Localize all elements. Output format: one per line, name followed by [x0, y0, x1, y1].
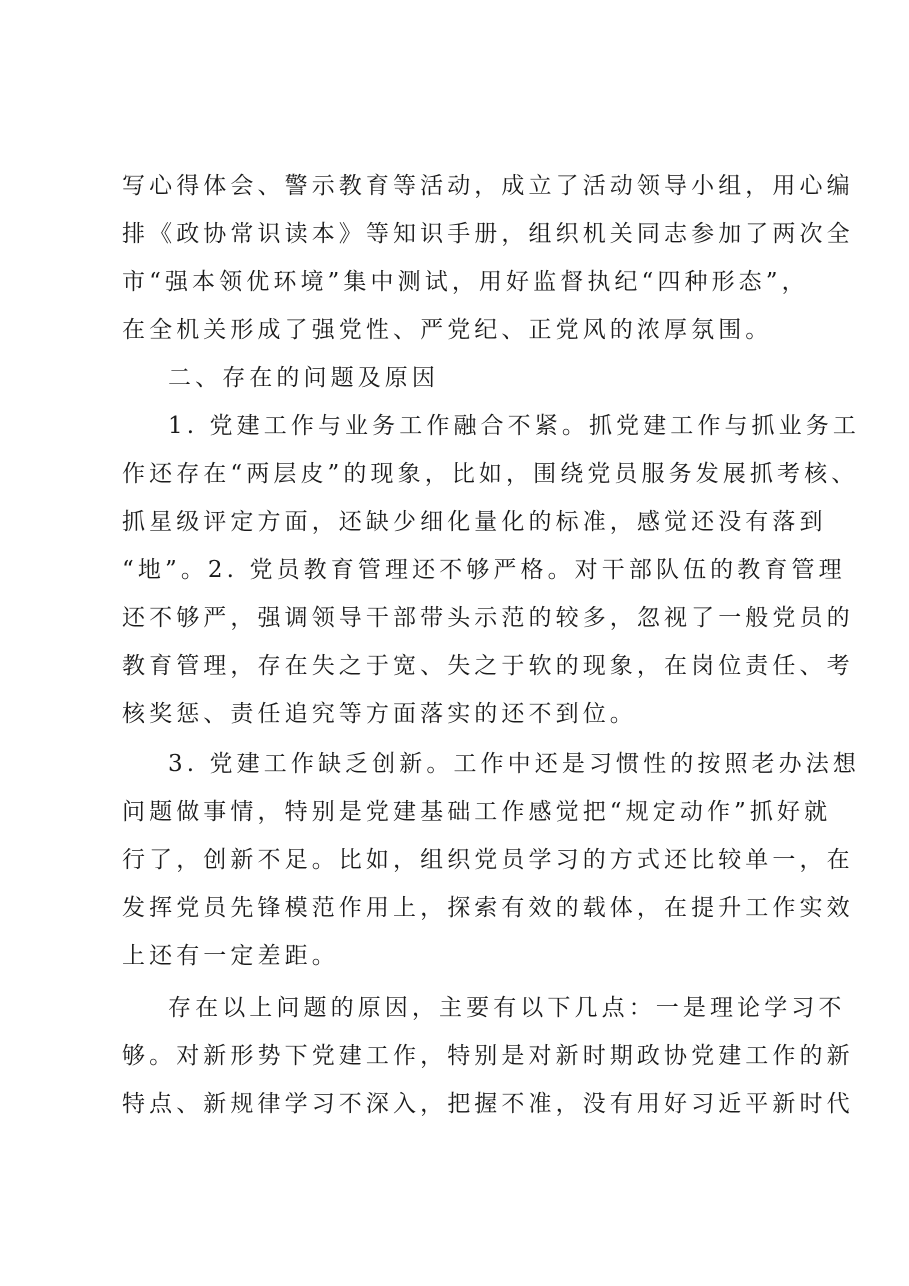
text-line: 作还存在“两层皮”的现象，比如，围绕党员服务发展抓考核、: [122, 461, 859, 487]
paragraph-problem-1-2: [122, 402, 860, 738]
text-line: 行了，创新不足。比如，组织党员学习的方式还比较单一，在: [122, 847, 854, 873]
paragraph-activities: [122, 162, 854, 354]
document-body: [122, 162, 860, 1128]
text-line: 够。对新形势下党建工作，特别是对新时期政协党建工作的新: [122, 1043, 854, 1069]
section-heading-text: 二、存在的问题及原因: [168, 365, 439, 391]
text-line: 抓星级评定方面，还缺少细化量化的标准，感觉还没有落到: [122, 509, 827, 535]
text-line: 发挥党员先锋模范作用上，探索有效的载体，在提升工作实效: [122, 895, 854, 921]
text-line: 在全机关形成了强党性、严党纪、正党风的浓厚氛围。: [122, 317, 773, 343]
text-line: 排《政协常识读本》等知识手册，组织机关同志参加了两次全: [122, 221, 854, 247]
text-line: 上还有一定差距。: [122, 943, 339, 969]
text-line: “地”。2. 党员教育管理还不够严格。对干部队伍的教育管理: [122, 557, 846, 583]
text-line: 写心得体会、警示教育等活动，成立了活动领导小组，用心编: [122, 173, 854, 199]
text-line: 特点、新规律学习不深入，把握不准，没有用好习近平新时代: [122, 1091, 854, 1117]
text-line: 还不够严，强调领导干部带头示范的较多，忽视了一般党员的: [122, 605, 854, 631]
text-line: 核奖惩、责任追究等方面落实的还不到位。: [122, 701, 637, 727]
text-line: 教育管理，存在失之于宽、失之于软的现象，在岗位责任、考: [122, 653, 854, 679]
text-line: 存在以上问题的原因，主要有以下几点：一是理论学习不: [168, 995, 846, 1021]
text-line: 问题做事情，特别是党建基础工作感觉把“规定动作”抓好就: [122, 799, 832, 825]
paragraph-problem-3: [122, 740, 860, 980]
text-line: 3. 党建工作缺乏创新。工作中还是习惯性的按照老办法想: [168, 751, 860, 777]
text-line: 市“强本领优环境”集中测试，用好监督执纪“四种形态”，: [122, 269, 809, 295]
text-line: 1. 党建工作与业务工作融合不紧。抓党建工作与抓业务工: [168, 413, 860, 439]
section-heading-problems: [122, 354, 802, 402]
paragraph-causes: [122, 984, 854, 1128]
